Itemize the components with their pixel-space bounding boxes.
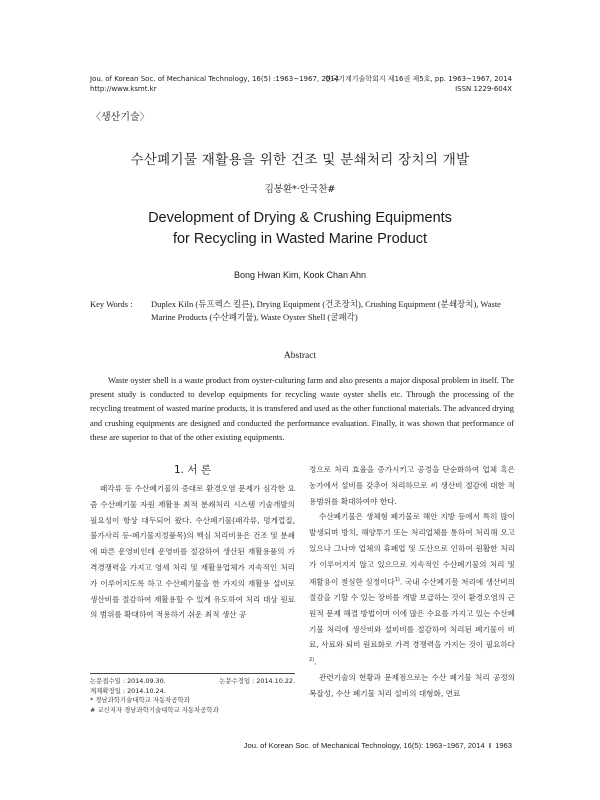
affiliation-author-1: * 경남과학기술대학교 자동차공학과 xyxy=(90,696,190,704)
journal-header-left xyxy=(90,74,339,94)
date-accepted: 게재확정일 : 2014.10.24. xyxy=(90,686,166,695)
journal-citation-en: Jou. of Korean Soc. of Mechanical Technology, 16(5) :1963~1967, 2014 xyxy=(90,75,340,83)
affiliation-corresponding: # 교신저자 경남과학기술대학교 자동차공학과 xyxy=(90,705,219,714)
abstract-text: Waste oyster shell is a waste product from oyster-culturing farm and also presents a major disposal problem in itself. The present study is conducted to develop equipments for recycling waste oyster shells etc. Through the processing of the recycling treatment of wasted marine products, it is transfered and used as the other functional materials. The advanced drying and crushing equipments are designed and conducted the performance evaluation. Finally, it was shown that performance of these are superior to that of the other existing equipments. xyxy=(90,376,514,442)
paper-title-en-line2: for Recycling in Wasted Marine Product xyxy=(172,231,428,247)
journal-citation-kr: 한국기계기술학회지 제16권 제5호, pp. 1963~1967, 2014 xyxy=(324,75,512,83)
date-revised: 논문수정일 : 2014.10.22. xyxy=(219,677,295,685)
intro-paragraph-3: 관련기술의 현황과 문제점으로는 수산 폐기물 처리 공정의 복잡성, 수산 폐기물 처리 설비의 대형화, 연료 xyxy=(309,673,515,699)
section-tag: 〈생산기술〉 xyxy=(91,112,150,123)
intro-paragraph-1-continued: 정으로 처리 효율을 증가시키고 공정을 단순화하여 업체 혹은 농가에서 설비를 갖추어 처리하므로 씨 생산비 절감에 대한 적용범위를 확대하여야 한다. xyxy=(309,465,515,506)
footnote-dates-row xyxy=(90,677,295,687)
body-column-left xyxy=(90,462,295,623)
footer-citation: Jou. of Korean Soc. of Mechanical Technology, 16(5): 1963~1967, 2014 xyxy=(243,741,485,750)
abstract-heading: Abstract xyxy=(283,351,317,361)
citation-2: 2) xyxy=(309,657,315,664)
intro-paragraph-2-end: . xyxy=(314,657,317,667)
date-received: 논문접수일 : 2014.09.30. xyxy=(90,677,166,685)
citation-1: 1) xyxy=(394,576,400,583)
authors-kr: 김봉환*·안국찬# xyxy=(264,184,336,195)
section-heading-introduction: 1. 서 론 xyxy=(174,464,211,476)
body-column-right xyxy=(309,462,515,702)
keywords-label: Key Words : xyxy=(90,299,133,309)
footer-separator: I xyxy=(488,741,491,750)
intro-paragraph-1: 패각류 등 수산폐기물의 증대로 환경오염 문제가 심각한 요즘 수산폐기물 자원 재활용 최적 분쇄처리 시스템 기술개발의 필요성이 항상 대두되어 왔다. 수산폐기물(패각류, 멍게껍질, 불가사리 등-폐기물지정품목)의 핵심 처리비용은 건조 및 분쇄에 따른 운영비인데 운영비를 절감하여 생산된 재활용품의 가격경쟁력을 가지고 영세 처리 및 재활용업체가 지속적인 처리가 이루어지도록 하고 수산폐기물을 한 가지의 재활용 설비로 생산비를 절감하여 재활용할 수 있게 유도하여 처리 대상 원료의 범위를 확대하여 적용하기 쉬운 최적 생산 공 xyxy=(90,484,295,620)
authors-en: Bong Hwan Kim, Kook Chan Ahn xyxy=(233,270,367,280)
journal-header-right xyxy=(325,74,512,94)
page-number: 1963 xyxy=(495,741,512,750)
footnotes xyxy=(90,673,295,715)
paper-title-kr: 수산폐기물 재활용을 위한 건조 및 분쇄처리 장치의 개발 xyxy=(130,152,470,168)
paper-title-en xyxy=(0,208,600,250)
intro-paragraph-2 xyxy=(309,509,515,670)
paper-title-en-line1: Development of Drying & Crushing Equipments xyxy=(148,210,452,226)
intro-paragraph-2-part-a: 수산폐기물은 생체형 폐기물로 해안 지방 등에서 특히 많이 발생되며 방치, 해양투기 또는 처리업체를 통하여 처리해 오고 있으나 그나마 업체의 휴폐업 및 도산으로 인하여 원활한 처리가 이루어지지 않고 있으므로 지속적인 수산폐기물의 처리 및 재활용이 절실한 실정이다 xyxy=(309,512,515,587)
journal-url[interactable]: http://www.ksmt.kr xyxy=(90,85,157,93)
keywords-block xyxy=(90,298,515,324)
intro-paragraph-2-part-b: . 국내 수산폐기물 처리에 생산비의 절감을 기할 수 있는 장비를 개발 보급하는 것이 환경오염의 근원적 문제 해결 방법이며 이에 많은 수요를 가지고 있는 수산폐기물 처리에 생산비와 설비비를 절감하여 처리된 폐기물이 비료, 사료와 퇴비 원료화로 가격 경쟁력을 가지는 것이 필요하다 xyxy=(309,577,515,650)
page-footer xyxy=(244,741,512,750)
keywords-text: Duplex Kiln (듀프렉스 킬른), Drying Equipment (건조장치), Crushing Equipment (분쇄장치), Waste Marine Products (수산폐기물), Waste Oyster Shell (굴패각) xyxy=(151,299,501,322)
journal-issn: ISSN 1229-604X xyxy=(455,85,512,93)
